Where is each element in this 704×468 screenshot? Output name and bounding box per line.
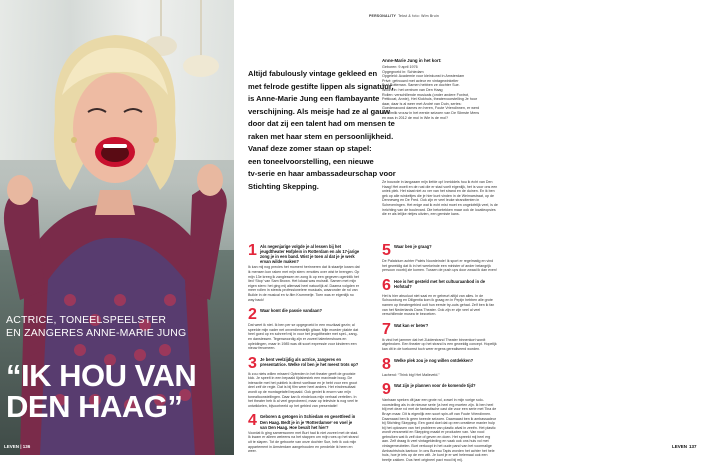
page-folio-left: LEVEN | 136 [4,444,31,449]
lead-line: Stichting Skepping. [248,181,319,191]
lead-line: raken met haar stem en persoonlijkheid. [248,131,394,141]
question-text: Je bent veelzijdig als actrice, zangeres en presentatrice. Welke rol ben je het meest trots op? [260,356,359,367]
qa-item [382,383,498,462]
question-number: 8 [382,355,391,373]
qa-column-right [382,244,498,468]
fact-line: Rollen: verschillende musicals (onder andere Foxtrot, [382,92,470,97]
qa-item [248,244,360,302]
qa-item [382,355,498,378]
continuation-paragraph: Ze bouwde in langzaam mijn liefde op! Inmiddels hou ik écht van Den Haag! Het woelt en de rust die er stad voelt eigenlijk, het is voor ons een uniek plek. Het staat niet zo ver van het strand en de duinen. En ik ben gek op alle winkeltjes die je hier kunt vinden in de Weimarstraat, op de Denneweg en De Fred. Ook zijn er veel leuke strandtenten in Scheveningen. Het enige wat ik echt mist moet en ongelofelijk veel, is de inrichting van de boulevard. Die betontekken maar ook de locatieopsies die er als lelijke rietjes uitzien, een gemiste kans. [382,180,498,217]
answer-text: Vanhaan speken dit jaar een grote rol, zowel in mijn vorige solo-voorstelling als in de nieuwe serie ‘ja heel erg moeten zijn. Ik ben heel blij met deze rol met de fantastische cast die voor een serie met Tina de Bruyn maar. Dit is eigenlijk een soort spin-off van Foute Vriendinnen. Daarnaast ben ik geen tweede seizoen. Daarnaast ben ik ambassadeur bij Stichting Skepping. Een goed doel dat op een creatieve manier hulp bij het oplossen van het probleem van plastic afval in zeeën. Het plastic wordt verzameld en Skepping maakt er producten van. Van rood gebruiken wat ik zelf doe of geven en doen. Het spreekt mij heel erg aan. Zelf draag ik veel vintagekleding en vaak ook ons huis vol met vintagemeubelen. Burt verkoopt in het oude pand van het voormalige Ambachtshuis kantoor. In ons Bureau Tapis worden het achter het hele huis, hoe je iets op de een wilt. Je kunt je er wel helemaal ook een beetje zakken. Dus heel origineel pact mooi bij mij. [382,398,497,462]
kicker-line-1: ACTRICE, TONEELSPEELSTER [6,314,167,326]
folio-number: 137 [689,444,697,449]
article-right-page [369,0,704,462]
qa-column-left [248,244,360,460]
headline-line-2: DEN HAAG” [6,389,183,424]
question-text: Waar komt die passie vandaan? [260,308,322,314]
lead-line: is Anne-Marie Jung een flambayante [248,94,380,103]
page-folio-right [670,444,697,449]
header-credit: Tekst & foto: Wim Bruin [398,14,440,18]
page-header [369,14,439,18]
answer-text: Ik vind het jammer dat het Zuiderstrand Theater binnenkort wordt afgebroken. Een theater op het strand is een geweldig concept. Hopelijk kan dit in de toekomst toch weer ergens gerealiseerd worden. [382,337,497,351]
qa-item [248,354,360,409]
fact-line: de stimlik vrouw in het eerste seizoen van De Slimste Mens [382,110,480,115]
fact-line: Geboren: 9 april 1976 [382,65,418,69]
section-label: PERSONALITY [369,14,397,18]
fact-line: en was in 2012 de mol in Wie is de mol? [382,115,448,120]
qa-item [248,414,360,453]
headline-quote [6,360,196,422]
folio-label: LEVEN [672,444,688,449]
fact-box-title: Anne-Marie Jung in het kort: [382,58,442,63]
lead-line: een toneelvoorstelling, een nieuwe [248,156,374,166]
answer-text: Voordat ik ging samenwonen met Burt had ik niet zoveel met de stad. Ik kwam er alleen weleens na het stappen om mijn roes op het strand uit te slapen. Tot de geboorte van onze dochter Sue, heb ik ook mijn appartement in Amsterdam aangehouden en pendelde ik heen en weer. [248,430,359,454]
question-text: Hoe is het gesteld met het cultuuraanbod in de Hofstad? [394,278,485,289]
fact-line: Woont in: het centrum van Den Haag [382,87,443,92]
lead-line: Vanaf deze zomer staan op stapel: [248,144,372,153]
fact-line: Privé: getrouwd met acteur en vintagewinkelier [382,78,459,83]
lead-line: met felrode gestifte lippen als signatuur, [248,81,394,91]
question-text: Waar ben je graag? [394,244,432,249]
answer-text: De Palatzium achter Paleis Noordeinde! Ik sport er regelmatig en vind het geweldig dat ik in het weekeinde een minister of ander belangrijk persoon voorbij zie komen. Tussen de push ups door zwaai ik dan even! [382,259,497,273]
answer-text: Dat weet ik niet. Ik ben per se opgegroeid in een muzikaal gezin; al speelde mijn vader net onverdienstelijk gitaar. Mijn moeder plakte dat heel goed op en schreef mij in voor het jeugdtheater met spel-, zang- en danslessen. Tegenwoordig zijn er zoveel talentenshows en opleidingen, maar in 1985 was dit soort expressie voor kinderen een nieuw fenomeen. [248,323,359,351]
fact-line: daar, daar is al weer met André van Duin, series: [382,101,462,106]
qa-item [382,244,498,273]
question-number: 3 [248,354,257,372]
question-text: Wat zijn je plannen voor de komende tijd? [394,383,476,389]
fact-line: Goedenavond dames en heren, Foute Vriendinnen, er werd [382,106,480,111]
cover-photo-page [0,0,234,455]
kicker-line-2: EN ZANGERES ANNE-MARIE JUNG [6,327,187,339]
answer-text: Het is hier absoluut niet saai en er gebeurt altijd van alles. In de Schouwburg en Diligentia kom ik graag en in Pepijn hebben alle grote namen op theatergebied ooit hun eerste try-outs gehad. Zelf ben ik fan van het Nederlands Dans Theater. Ook zijn er zijn veel al veel verschillende musea te bezoeken. [382,293,495,317]
qa-item [382,320,498,352]
question-text: Als negenjarige volgde je al lessen bij het jeugdtheater Hofplein in Rotterdam en als 17-jarige zong je in een band. Wist je toen al dat je je werk ervan wilde maken? [260,244,360,265]
lead-paragraph [248,68,396,193]
question-number: 1 [248,242,257,259]
headline-kicker [6,314,186,340]
question-text: Welke plek zou je nog willen ontdekken? [394,357,474,363]
fact-box [382,58,502,120]
lead-line: verschijning. Als meisje had ze al gauw [248,106,390,116]
answer-text: Ik zou niets willen missen! Optreden in het theater geeft de grootste kick. Je speelt in een bepaald tijdsbestek een maximale boog. De interactie met het publiek is direct voelbaar en je hebt voor een groot deel zelf de regie. Dat is bij film weer heel anders. Het eindresultaat wordt op de montagetafel bepaald. Ook geniet ik enorm van mijn tonealtoonstellingen. Daar kan ik eindeloos mijn verhaal vertellen. In het theater heb ik al veel geprobeerd, maar op televisie is nog veel te ontwikkelen, bijvoorbeeld op het gebied van presentatie! [248,371,358,408]
question-number: 2 [248,306,257,324]
qa-item [248,308,360,351]
answer-text: Lachend: “Think big! Het Malieveld.” [382,372,440,377]
headline-line-1: “IK HOU VAN [6,358,197,393]
question-text: Wat kan er beter? [394,322,429,328]
lead-line: door dat zij een talent had om mensen te [248,119,395,128]
lead-line: tv-serie en haar ambassadeurschap voor [248,169,396,178]
fact-line: Opgeleid: Academie voor kleinkunst in Amsterdam [382,74,465,79]
question-number: 4 [248,412,257,430]
answer-text: Ik kan mij nog precies het moment herinneren dat ik staartje kwam dat ik mensen kon raken met mijn stem: emoties over wist te brengen. Op mijn 13e kreeg ik zanglessen en zong ik op een gegeven ogenblik het lied ‘Stop’ van Sam Brown. Het lokaal was muisstil. Samen met mijn eigen stem: het ging mij allemaal heel natuurlijk af. Daarna volgden er meer rollen in steeds professionelere musicals, waaronder de rol van Buikie in de musical en tv-film Krummelje. Toen was er eigenlijk no way back! [248,265,360,302]
question-number: 9 [382,381,391,399]
question-number: 7 [382,320,391,338]
fact-line: Petticoat, Annie), Het Klokhuis, theatervoorstelling Je hoor [382,97,478,102]
question-number: 5 [382,242,391,259]
lead-line: Altijd fabulously vintage gekleed en [248,69,378,78]
question-number: 6 [382,276,391,294]
fact-line: Burt Rotteman. Samen hebben ze dochter Sue. [382,83,460,88]
question-text: Geboren & getogen in Schiedam en gesettleed in Den Haag. Bedt je in je ’Rotterdamse’ en voel je van Den Haag. Hoe bevalt het hier? [260,414,356,430]
qa-item [382,276,498,317]
fact-line: Opgegroeid in: Schiedam [382,69,424,74]
